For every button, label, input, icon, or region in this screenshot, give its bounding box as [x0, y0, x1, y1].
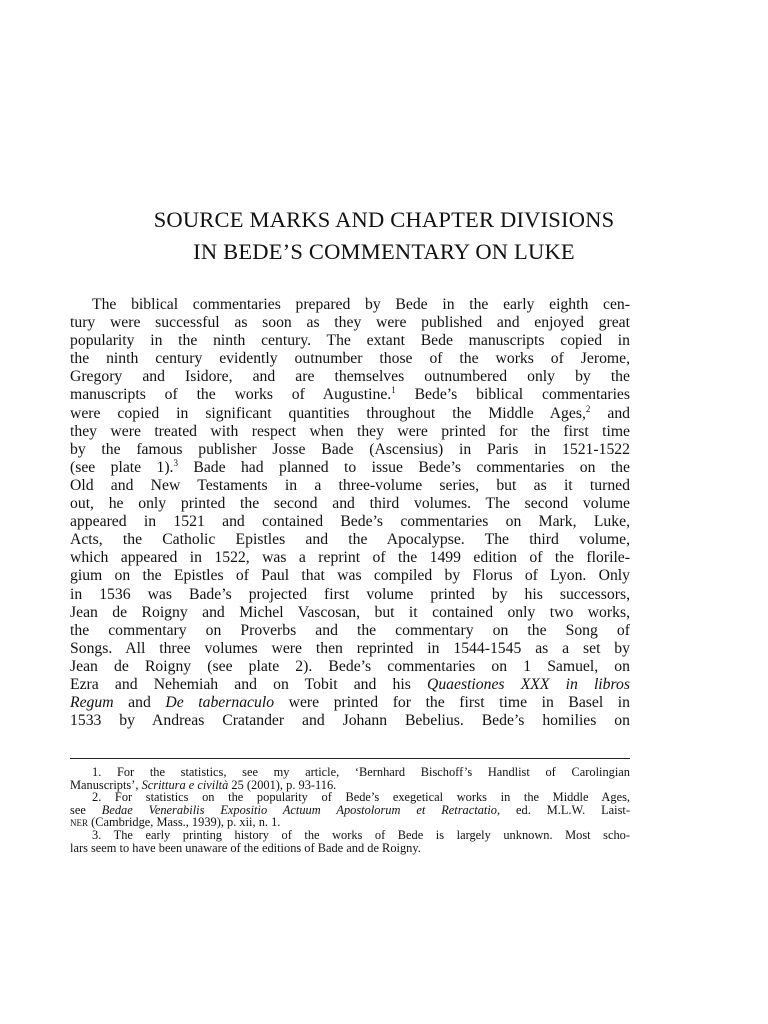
italic-title: De tabernaculo	[165, 694, 275, 712]
footnote-ref-1[interactable]: 1	[391, 385, 396, 396]
body-line: Jean de Roigny (see plate 2). Bede’s commentaries on 1 Samuel, on	[70, 657, 630, 675]
body-line: Jean de Roigny and Michel Vascosan, but it contained only two works,	[70, 603, 630, 621]
body-line: popularity in the ninth century. The extant Bede manuscripts copied in	[70, 332, 630, 350]
footnote-text-run: (Cambridge, Mass., 1939), p. xii, n. 1.	[88, 815, 281, 830]
body-line	[70, 405, 630, 423]
footnote-3-line: 3. The early printing history of the works of Bede is largely unknown. Most scho-	[92, 827, 630, 842]
body-line: appeared in 1521 and contained Bede’s commentaries on Mark, Luke,	[70, 513, 630, 531]
body-line: Gregory and Isidore, and are themselves outnumbered only by the	[70, 368, 630, 386]
body-line	[70, 676, 630, 694]
footnote-3-line: lars seem to have been unaware of the editions of Bade and de Roigny.	[70, 840, 421, 855]
body-text	[70, 296, 630, 730]
body-line	[70, 459, 630, 477]
body-line: by the famous publisher Josse Bade (Ascensius) in Paris in 1521-1522	[70, 440, 630, 458]
body-line: Old and New Testaments in a three-volume series, but as it turned	[70, 476, 630, 494]
body-line: out, he only printed the second and third volumes. The second volume	[70, 495, 630, 513]
body-line	[70, 386, 630, 404]
footnote-italic: Scrittura e civiltà	[141, 777, 229, 792]
footnote-italic: Bedae Venerabilis Expositio Actuum Apostolorum et Retractatio	[101, 802, 497, 817]
body-line: the commentary on Proverbs and the commentary on the Song of	[70, 621, 630, 639]
body-text-run: Bede’s biblical commentaries	[395, 386, 630, 404]
body-line: Songs. All three volumes were then reprinted in 1544-1545 as a set by	[70, 639, 630, 657]
footnote-ref-3[interactable]: 3	[173, 457, 178, 468]
body-line: tury were successful as soon as they were published and enjoyed great	[70, 314, 630, 332]
footnote-1-line: 1. For the statistics, see my article, ‘Bernhard Bischoff’s Handlist of Carolingian	[92, 765, 630, 779]
body-line: 1533 by Andreas Cratander and Johann Bebelius. Bede’s homilies on	[70, 712, 630, 730]
body-text-run: were copied in significant quantities throughout the Middle Ages,	[70, 404, 586, 422]
footnote-text-run: see	[70, 802, 102, 817]
article-title	[70, 204, 698, 268]
footnote-smallcaps: ner	[70, 815, 88, 830]
italic-title: Regum	[70, 694, 114, 712]
footnotes	[70, 766, 630, 854]
body-line: The biblical commentaries prepared by Bede in the early eighth cen-	[92, 296, 630, 313]
footnote-text-run: Manuscripts’,	[70, 777, 142, 792]
body-line: which appeared in 1522, was a reprint of the 1499 edition of the florile-	[70, 549, 630, 567]
body-text-run: (see plate 1).	[70, 458, 174, 476]
title-line-2: IN BEDE’S COMMENTARY ON LUKE	[193, 239, 575, 264]
body-line	[70, 694, 630, 712]
footnote-text-run: , ed. M.L.W. Laist-	[496, 802, 631, 817]
footnote-divider	[70, 758, 630, 759]
title-line-1: SOURCE MARKS AND CHAPTER DIVISIONS	[153, 207, 615, 232]
body-line: Acts, the Catholic Epistles and the Apocalypse. The third volume,	[70, 531, 630, 549]
body-line: gium on the Epistles of Paul that was compiled by Florus of Lyon. Only	[70, 567, 630, 585]
body-line: they were treated with respect when they were printed for the first time	[70, 422, 630, 440]
italic-title: Quaestiones XXX in libros	[426, 675, 630, 693]
body-text-run: were printed for the first time in Basel in	[274, 694, 631, 712]
footnote-2-line: 2. For statistics on the popularity of Bede’s exegetical works in the Middle Ages,	[92, 790, 630, 805]
body-line: the ninth century evidently outnumber those of the works of Jerome,	[70, 350, 630, 368]
body-text-run: manuscripts of the works of Augustine.	[70, 386, 392, 404]
body-text-run: Ezra and Nehemiah and on Tobit and his	[70, 675, 427, 693]
body-text-run: and	[113, 694, 166, 712]
body-line: in 1536 was Bade’s projected first volume printed by his successors,	[70, 585, 630, 603]
footnote-text-run: 25 (2001), p. 93-116.	[228, 777, 337, 792]
body-text-run: Bade had planned to issue Bede’s commentaries on the	[177, 458, 630, 476]
body-text-run: and	[590, 404, 631, 422]
footnote-ref-2[interactable]: 2	[585, 403, 591, 414]
